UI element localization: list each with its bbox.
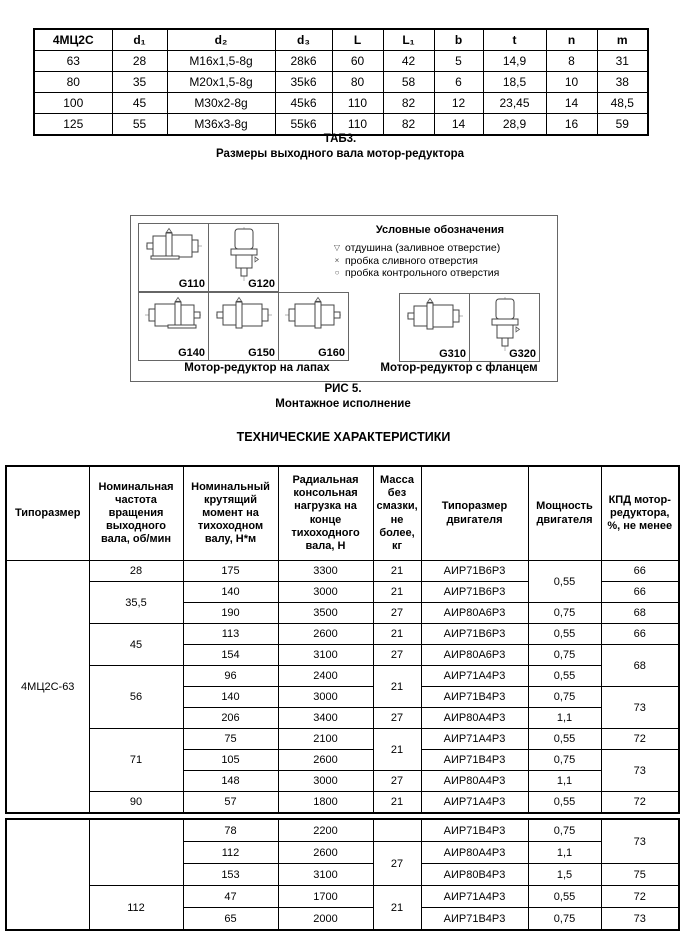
column-header: n [546,29,597,51]
table-cell: АИР71А4Р3 [421,666,528,687]
table-cell: 175 [183,561,278,582]
table-cell: 82 [383,114,434,136]
mounting-label: G160 [318,347,345,359]
mounting-label: G110 [178,278,205,290]
table-cell: 96 [183,666,278,687]
table-cell: 23,45 [483,93,546,114]
column-header: Радиальная консольная нагрузка на конце тихоходного вала, Н [278,466,373,561]
table-cell: АИР71В6Р3 [421,561,528,582]
table-cell: АИР71А4Р3 [421,886,528,908]
table-cell: 21 [373,624,421,645]
mounting-cell-g110 [139,224,208,291]
table-cell: 21 [373,729,421,771]
column-header: d₁ [112,29,167,51]
mounting-label: G140 [178,347,205,359]
spec-table [5,465,680,814]
caption-paws: Мотор-редуктор на лапах [184,362,330,374]
column-header: d₂ [167,29,275,51]
table-cell: 1,1 [528,708,601,729]
table-cell: 1,1 [528,842,601,864]
table-cell: 2100 [278,729,373,750]
table-cell: АИР71А4Р3 [421,729,528,750]
table-cell: 2200 [278,819,373,842]
table-cell: 75 [183,729,278,750]
table-cell: 3300 [278,561,373,582]
table-cell: 3500 [278,603,373,624]
column-header: 4МЦ2С [34,29,112,51]
table-cell: 14 [434,114,483,136]
table-cell: АИР80А4Р3 [421,708,528,729]
table-cell: 2600 [278,842,373,864]
table-cell: 28 [112,51,167,72]
table-row [34,51,648,72]
legend-item-label: пробка контрольного отверстия [345,267,500,279]
column-header: КПД мотор-редуктора, %, не менее [601,466,679,561]
table-cell: 140 [183,582,278,603]
table-cell: 27 [373,603,421,624]
table-cell: 1800 [278,792,373,814]
spec-table-continuation-wrap [5,818,680,931]
table-cell: 105 [183,750,278,771]
table-cell: 206 [183,708,278,729]
table-cell: 28,9 [483,114,546,136]
table-cell: 2000 [278,908,373,931]
mounting-cell-g160 [279,293,348,360]
table-cell: 66 [601,561,679,582]
table-cell: 55k6 [275,114,332,136]
table-row [6,792,679,814]
mounting-grid-paws-bottom [138,292,349,361]
table-row [6,886,679,908]
table-cell: 27 [373,645,421,666]
table-cell: 73 [601,908,679,931]
table-cell: 28 [89,561,183,582]
table-cell: 21 [373,561,421,582]
column-header: b [434,29,483,51]
motor-reducer-horizontal-icon [400,296,469,339]
control-plug-symbol-icon: ○ [334,268,340,277]
table-cell: 27 [373,771,421,792]
mounting-cell-g310 [400,294,469,361]
table-cell [373,819,421,842]
table-cell: 0,55 [528,886,601,908]
table-cell: АИР71В4Р3 [421,750,528,771]
mounting-cell-g120 [209,224,278,291]
mounting-label: G320 [509,348,536,360]
table-row [34,93,648,114]
table-cell: 0,55 [528,666,601,687]
table-cell: 27 [373,842,421,886]
table-cell: 4МЦ2С-63 [6,561,89,814]
table-cell: 73 [601,687,679,729]
table-cell: 80 [332,72,383,93]
column-header: Номинальная частота вращения выходного вала, об/мин [89,466,183,561]
table-cell: АИР71А4Р3 [421,792,528,814]
motor-reducer-horizontal-icon [279,295,348,338]
table-cell: 0,75 [528,603,601,624]
table-cell: 12 [434,93,483,114]
legend-item [329,242,551,255]
legend-title: Условные обозначения [375,224,505,236]
table-cell: 1,1 [528,771,601,792]
table-cell: 3400 [278,708,373,729]
table-row [6,729,679,750]
table-cell: 8 [546,51,597,72]
table-cell: 31 [597,51,648,72]
table-cell: 45k6 [275,93,332,114]
table-cell: 18,5 [483,72,546,93]
table-cell: 45 [89,624,183,666]
table-cell: 65 [183,908,278,931]
table-cell: M20x1,5-8g [167,72,275,93]
mounting-label: G150 [248,347,275,359]
table-cell: 113 [183,624,278,645]
mounting-label: G310 [439,348,466,360]
table-cell: 14 [546,93,597,114]
legend-item-label: отдушина (заливное отверстие) [345,242,501,254]
table-cell: 21 [373,886,421,931]
table-cell: 57 [183,792,278,814]
table-cell: 153 [183,864,278,886]
section-title: ТЕХНИЧЕСКИЕ ХАРАКТЕРИСТИКИ [236,430,451,444]
shaft-dimensions-table-wrap [33,28,649,136]
motor-reducer-horizontal-icon [209,295,278,338]
shaft-dimensions-table [33,28,649,136]
table-cell: 140 [183,687,278,708]
table-cell: 68 [601,603,679,624]
table-cell: 14,9 [483,51,546,72]
table-cell: 10 [546,72,597,93]
table-row [34,72,648,93]
table-cell: M30x2-8g [167,93,275,114]
table-cell: 73 [601,750,679,792]
table-cell: 59 [597,114,648,136]
table-cell: 47 [183,886,278,908]
table-cell: 72 [601,792,679,814]
table-cell: 35,5 [89,582,183,624]
table-cell [6,819,89,930]
table-cell: 21 [373,792,421,814]
table-cell: 100 [34,93,112,114]
table-cell: 72 [601,886,679,908]
table-cell: 5 [434,51,483,72]
table-cell: 0,75 [528,645,601,666]
legend-item [329,255,551,268]
table-cell: M36x3-8g [167,114,275,136]
mounting-cell-g150 [209,293,278,360]
mounting-grid-paws-top [138,223,279,292]
tab3-caption-text: Размеры выходного вала мотор-редуктора [215,148,465,160]
column-header: d₃ [275,29,332,51]
column-header: L [332,29,383,51]
table-cell: 3000 [278,687,373,708]
spec-table-continuation [5,818,680,931]
tab3-caption-number: ТАБ3. [323,133,357,145]
drain-plug-symbol-icon: × [334,255,340,265]
table-row [6,819,679,842]
vent-symbol-icon: ▽ [333,243,341,252]
table-cell: 2400 [278,666,373,687]
table-cell: 71 [89,729,183,792]
table-cell: 2600 [278,750,373,771]
column-header: Масса без смазки, не более, кг [373,466,421,561]
table-cell: 68 [601,645,679,687]
table-cell: 0,55 [528,624,601,645]
table-cell: 66 [601,582,679,603]
figure-caption-number: РИС 5. [324,383,362,395]
table-cell: АИР80А6Р3 [421,645,528,666]
motor-reducer-horizontal-icon [139,295,208,338]
table-row [6,561,679,582]
table-cell: 21 [373,582,421,603]
table-cell: 42 [383,51,434,72]
table-cell: АИР71В4Р3 [421,819,528,842]
header-row [6,466,679,561]
table-cell: 112 [183,842,278,864]
table-cell: АИР71В6Р3 [421,624,528,645]
table-cell: 125 [34,114,112,136]
table-cell: 0,55 [528,792,601,814]
column-header: L₁ [383,29,434,51]
table-cell: 38 [597,72,648,93]
column-header: m [597,29,648,51]
table-cell: 78 [183,819,278,842]
table-cell: 75 [601,864,679,886]
table-cell: 66 [601,624,679,645]
table-cell: АИР71В4Р3 [421,687,528,708]
table-row [34,114,648,136]
table-cell: 3000 [278,582,373,603]
caption-flange: Мотор-редуктор с фланцем [380,362,538,374]
table-cell: 35k6 [275,72,332,93]
table-cell: 0,75 [528,819,601,842]
table-cell: 2600 [278,624,373,645]
table-cell: АИР80А4Р3 [421,842,528,864]
table-cell: 90 [89,792,183,814]
table-cell: 0,75 [528,750,601,771]
table-cell: 21 [373,666,421,708]
figure-caption-text: Монтажное исполнение [275,398,411,410]
table-cell: 3000 [278,771,373,792]
legend-item [329,267,551,280]
table-cell [89,819,183,886]
mounting-figure [130,215,558,382]
table-cell: 63 [34,51,112,72]
table-cell: M16x1,5-8g [167,51,275,72]
table-cell: 1,5 [528,864,601,886]
column-header: Типоразмер двигателя [421,466,528,561]
table-cell: 3100 [278,645,373,666]
table-cell: 82 [383,93,434,114]
table-cell: АИР80А6Р3 [421,603,528,624]
table-cell: АИР80А4Р3 [421,771,528,792]
table-cell: 6 [434,72,483,93]
table-cell: 60 [332,51,383,72]
table-cell: 1700 [278,886,373,908]
table-cell: 154 [183,645,278,666]
spec-table-wrap [5,465,680,814]
table-cell: 0,55 [528,729,601,750]
table-cell: 16 [546,114,597,136]
table-cell: 110 [332,114,383,136]
column-header: t [483,29,546,51]
table-cell: 58 [383,72,434,93]
table-cell: АИР80В4Р3 [421,864,528,886]
table-cell: 55 [112,114,167,136]
column-header: Номинальный крутящий момент на тихоходном валу, Н*м [183,466,278,561]
table-cell: 45 [112,93,167,114]
table-cell: 35 [112,72,167,93]
header-row [34,29,648,51]
mounting-cell-g140 [139,293,208,360]
table-cell: 72 [601,729,679,750]
mounting-label: G120 [248,278,275,290]
table-cell: 73 [601,819,679,864]
table-cell: 0,55 [528,561,601,603]
table-cell: 0,75 [528,908,601,931]
table-cell: 56 [89,666,183,729]
motor-reducer-horizontal-icon [139,226,208,269]
mounting-cell-g320 [470,294,539,361]
table-cell: 112 [89,886,183,931]
table-cell: 80 [34,72,112,93]
table-row [6,666,679,687]
table-cell: АИР71В6Р3 [421,582,528,603]
table-cell: 190 [183,603,278,624]
table-cell: 3100 [278,864,373,886]
table-cell: 0,75 [528,687,601,708]
column-header: Мощность двигателя [528,466,601,561]
mounting-grid-flange [399,293,540,362]
table-cell: 48,5 [597,93,648,114]
table-cell: 148 [183,771,278,792]
table-cell: 28k6 [275,51,332,72]
column-header: Типоразмер [6,466,89,561]
figure-legend [329,224,551,280]
table-cell: АИР71В4Р3 [421,908,528,931]
table-cell: 27 [373,708,421,729]
table-row [6,624,679,645]
legend-item-label: пробка сливного отверстия [345,254,478,267]
table-cell: 110 [332,93,383,114]
